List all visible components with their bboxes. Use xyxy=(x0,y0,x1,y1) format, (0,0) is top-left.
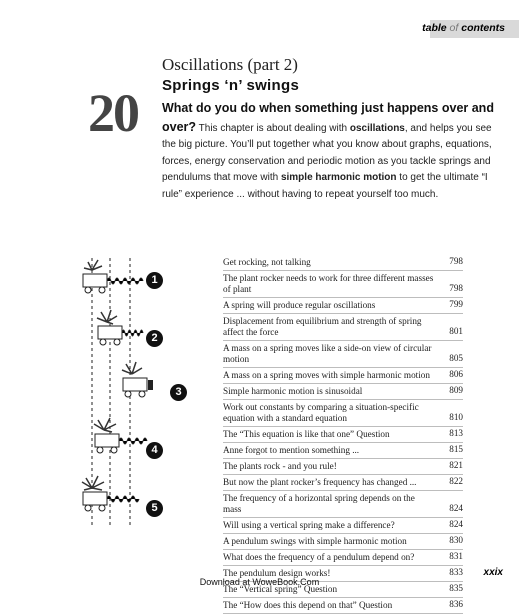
toc-entry[interactable] xyxy=(223,598,463,614)
toc-entry[interactable] xyxy=(223,518,463,534)
intro-bold-2: simple harmonic motion xyxy=(280,172,397,183)
toc-entry-title: What does the frequency of a pendulum depend on? xyxy=(223,552,415,562)
toc-entry-page: 810 xyxy=(449,412,463,422)
toc-entry-title: The “Vertical spring” Question xyxy=(223,584,338,594)
intro-bold-1: oscillations xyxy=(349,122,405,134)
step-badge-2: 2 xyxy=(146,330,163,347)
toc-entry-title: The frequency of a horizontal spring depends on the mass xyxy=(223,493,415,514)
toc-entry-title: A pendulum swings with simple harmonic motion xyxy=(223,536,407,546)
toc-entry[interactable] xyxy=(223,475,463,491)
rocker-2-drawing xyxy=(97,310,143,345)
toc-entry-title: A mass on a spring moves like a side-on view of circular motion xyxy=(223,343,432,364)
toc-entry[interactable] xyxy=(223,314,463,341)
plant-rocker-illustration xyxy=(80,258,195,528)
toc-entry-page: 798 xyxy=(449,256,463,266)
toc-list xyxy=(223,255,463,614)
toc-entry-page: 824 xyxy=(449,503,463,513)
download-credit: Download at WoweBook.Com xyxy=(199,577,320,587)
toc-entry-page: 836 xyxy=(449,599,463,609)
chapter-kicker: Oscillations (part 2) xyxy=(162,55,298,74)
toc-entry[interactable] xyxy=(223,368,463,384)
intro-text-1: This chapter is about dealing with xyxy=(196,122,350,134)
toc-entry-title: But now the plant rocker’s frequency has changed ... xyxy=(223,477,417,487)
rocker-3-drawing xyxy=(122,362,153,397)
toc-entry-page: 822 xyxy=(449,476,463,486)
toc-entry[interactable] xyxy=(223,427,463,443)
toc-entry[interactable] xyxy=(223,550,463,566)
toc-entry[interactable] xyxy=(223,271,463,298)
toc-entry-title: The “This equation is like that one” Question xyxy=(223,429,390,439)
step-badge-1: 1 xyxy=(146,272,163,289)
toc-entry[interactable] xyxy=(223,255,463,271)
step-badge-4: 4 xyxy=(146,442,163,459)
toc-entry[interactable] xyxy=(223,384,463,400)
toc-entry-title: Work out constants by comparing a situation-specific equation with a standard equation xyxy=(223,402,419,423)
header-label-end: contents xyxy=(461,22,505,34)
toc-entry[interactable] xyxy=(223,298,463,314)
rocker-4-drawing xyxy=(94,418,147,453)
chapter-number: 20 xyxy=(88,83,138,143)
toc-entry-page: 806 xyxy=(449,369,463,379)
chapter-intro xyxy=(162,100,498,203)
toc-entry[interactable] xyxy=(223,341,463,368)
toc-entry-page: 821 xyxy=(449,460,463,470)
toc-entry[interactable] xyxy=(223,534,463,550)
header-label-bold: table xyxy=(422,22,447,34)
header-label-light: of xyxy=(449,22,459,34)
toc-entry-page: 815 xyxy=(449,444,463,454)
toc-entry-page: 831 xyxy=(449,551,463,561)
toc-entry-title: The pendulum design works! xyxy=(223,568,331,578)
toc-entry-page: 809 xyxy=(449,385,463,395)
chapter-title: Springs ‘n’ swings xyxy=(162,77,300,94)
toc-entry[interactable] xyxy=(223,400,463,427)
toc-entry-title: The plants rock - and you rule! xyxy=(223,461,337,471)
step-badge-3: 3 xyxy=(170,384,187,401)
step-badge-5: 5 xyxy=(146,500,163,517)
intro-text-2: , and helps you see the big picture. You’ll put together what you know about graphs, equations, forces, energy conservation and periodic motion as you tackle springs and pendulums that move with xyxy=(162,122,492,183)
toc-entry-title: Simple harmonic motion is sinusoidal xyxy=(223,386,363,396)
toc-entry-title: Get rocking, not talking xyxy=(223,257,311,267)
toc-entry[interactable] xyxy=(223,491,463,518)
toc-entry-page: 835 xyxy=(449,583,463,593)
page-folio: xxix xyxy=(483,567,503,578)
toc-entry-page: 799 xyxy=(449,299,463,309)
toc-entry-title: The “How does this depend on that” Question xyxy=(223,600,393,610)
toc-entry-page: 833 xyxy=(449,567,463,577)
toc-entry-title: The plant rocker needs to work for three different masses of plant xyxy=(223,273,434,294)
toc-entry-title: Will using a vertical spring make a difference? xyxy=(223,520,395,530)
toc-entry[interactable] xyxy=(223,459,463,475)
toc-entry-page: 801 xyxy=(449,326,463,336)
toc-entry-title: Displacement from equilibrium and strength of spring affect the force xyxy=(223,316,422,337)
toc-entry-page: 830 xyxy=(449,535,463,545)
toc-entry-title: Anne forgot to mention something ... xyxy=(223,445,360,455)
toc-entry-page: 824 xyxy=(449,519,463,529)
toc-entry-page: 798 xyxy=(449,283,463,293)
toc-entry-page: 813 xyxy=(449,428,463,438)
toc-entry-title: A mass on a spring moves with simple harmonic motion xyxy=(223,370,430,380)
intro-text-3: to get the ultimate “I rule” experience ... without having to repeat yourself too much. xyxy=(162,172,488,200)
running-header xyxy=(422,22,505,34)
intro-lead: What do you do when something just happens over and over? xyxy=(162,101,494,134)
toc-entry[interactable] xyxy=(223,443,463,459)
toc-entry-page: 805 xyxy=(449,353,463,363)
toc-entry-title: A spring will produce regular oscillations xyxy=(223,300,376,310)
